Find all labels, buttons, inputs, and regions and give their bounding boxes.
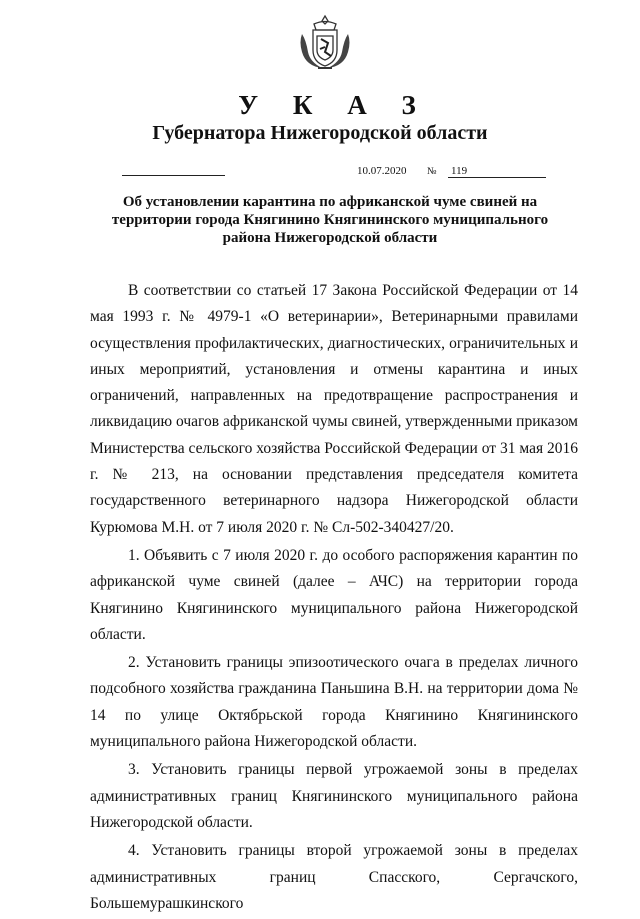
issuer-title: Губернатора Нижегородской области xyxy=(152,122,488,144)
document-subject: Об установлении карантина по африканской чуме свиней на территории города Княгинино Княгининского муниципального района Нижегородской области xyxy=(111,194,549,246)
clause-3-paragraph: 3. Установить границы первой угрожаемой зоны в пределах административных границ Княгининского муниципального района Нижегородской области. xyxy=(90,761,578,831)
preamble-paragraph: В соответствии со статьей 17 Закона Российской Федерации от 14 мая 1993 г. № 4979-1 «О ветеринарии», Ветеринарными правилами осуществления профилактических, диагностических, ограничительных и иных мероприятий, установления и отмены карантина и иных ограничений, направленных на предотвращение распространения и ликвидацию очагов африканской чумы свиней, утвержденными приказом Министерства сельского хозяйства Российской Федерации от 31 мая 2016 г. № 213, на основании представления председателя комитета государственного ветеринарного надзора Нижегородской области Курюмова М.Н. от 7 июля 2020 г. № Сл-502-340427/20. xyxy=(90,282,578,536)
document-number: 119 xyxy=(448,165,546,178)
blank-date-line xyxy=(122,175,225,176)
document-date: 10.07.2020 xyxy=(357,165,407,177)
clause-2-paragraph: 2. Установить границы эпизоотического очага в пределах личного подсобного хозяйства гражданина Паньшина В.Н. на территории дома № 14 по улице Октябрьской города Княгинино Княгининского муниципального района Нижегородской области. xyxy=(90,654,578,751)
coat-of-arms-emblem xyxy=(296,14,354,72)
document-body xyxy=(90,278,578,919)
document-type-title: У К А З xyxy=(238,90,430,120)
number-label: № xyxy=(427,166,437,177)
clause-1-paragraph: 1. Объявить с 7 июля 2020 г. до особого распоряжения карантин по африканской чуме свиней (далее – АЧС) на территории города Княгинино Княгининского муниципального района Нижегородской области. xyxy=(90,546,578,643)
clause-4-paragraph: 4. Установить границы второй угрожаемой зоны в пределах административных границ Спасского, Сергачского, Большемурашкинского xyxy=(90,842,578,912)
